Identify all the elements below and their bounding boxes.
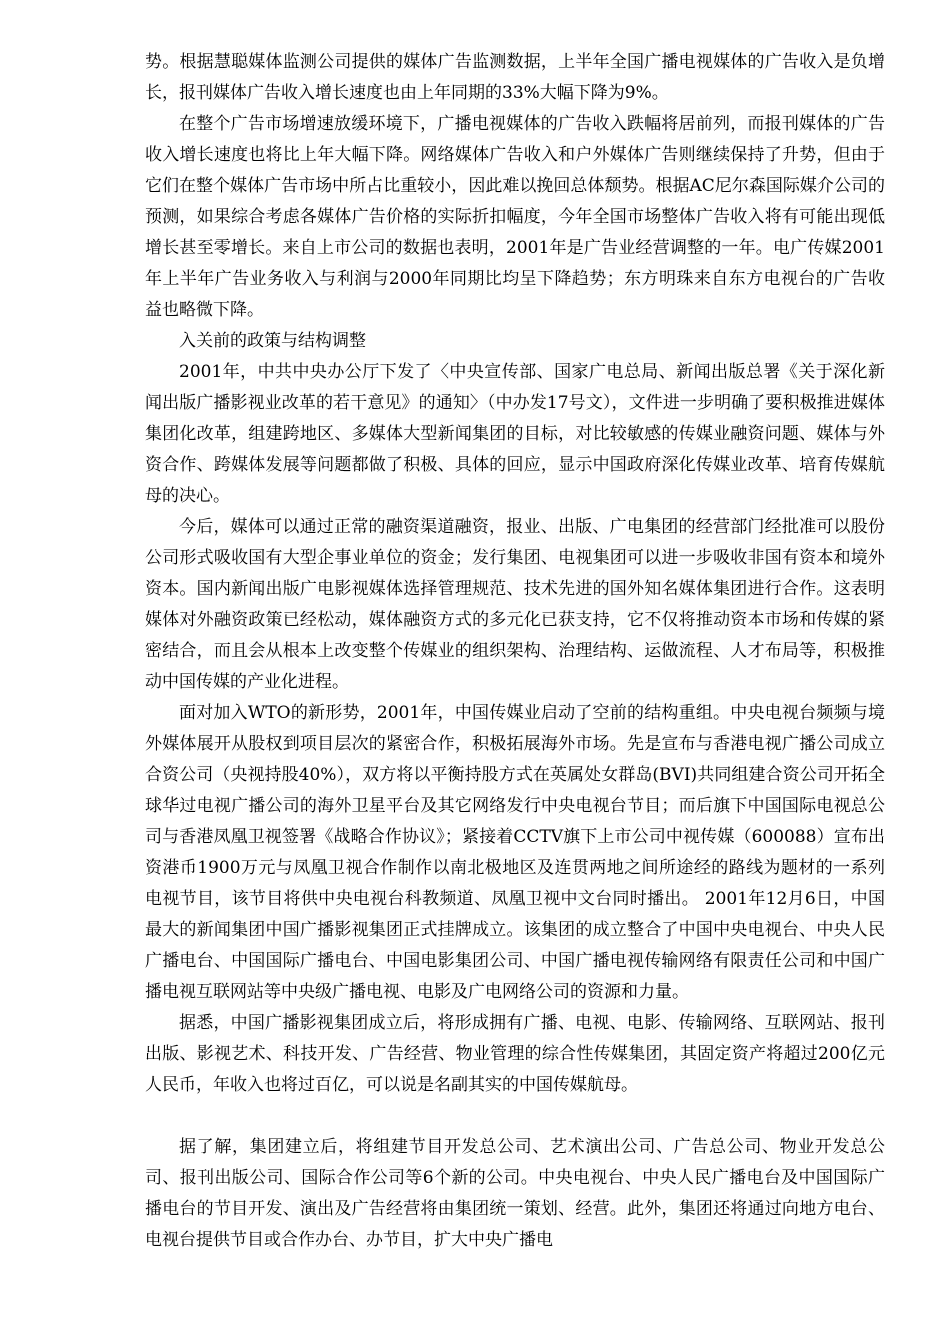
- paragraph-group-plan: 据了解，集团建立后，将组建节目开发总公司、艺术演出公司、广告总公司、物业开发总公司、报刊出版公司、国际合作公司等6个新的公司。中央电视台、中央人民广播电台及中国国际广播电台的节目开发、演出及广告经营将由集团统一策划、经营。此外，集团还将通过向地方电台、电视台提供节目或合作办台、办节目，扩大中央广播电: [145, 1137, 885, 1250]
- paragraph-policy: 2001年，中共中央办公厅下发了〈中央宣传部、国家广电总局、新闻出版总署《关于深化新闻出版广播影视业改革的若干意见》的通知〉（中办发17号文），文件进一步明确了要积极推进媒体集团化改革，组建跨地区、多媒体大型新闻集团的目标，对比较敏感的传媒业融资问题、媒体与外资合作、跨媒体发展等问题都做了积极、具体的回应，显示中国政府深化传媒业改革、培育传媒航母的决心。: [145, 362, 885, 506]
- section-heading: 入关前的政策与结构调整: [179, 331, 366, 351]
- paragraph-media-group: 据悉，中国广播影视集团成立后，将形成拥有广播、电视、电影、传输网络、互联网站、报刊出版、影视艺术、科技开发、广告经营、物业管理的综合性传媒集团，其固定资产将超过200亿元人民币，年收入也将过百亿，可以说是名副其实的中国传媒航母。: [145, 1013, 885, 1095]
- document-page: [145, 47, 885, 1256]
- paragraph-wto: 面对加入WTO的新形势，2001年，中国传媒业启动了空前的结构重组。中央电视台频频与境外媒体展开从股权到项目层次的紧密合作，积极拓展海外市场。先是宣布与香港电视广播公司成立合资公司（央视持股40%），双方将以平衡持股方式在英属处女群岛(BVI)共同组建合资公司开拓全球华过电视广播公司的海外卫星平台及其它网络发行中央电视台节目；而后旗下中国国际电视总公司与香港凤凰卫视签署《战略合作协议》；紧接着CCTV旗下上市公司中视传媒（600088）宣布出资港币1900万元与凤凰卫视合作制作以南北极地区及连贯两地之间所途经的路线为题材的一系列电视节目，该节目将供中央电视台科教频道、凤凰卫视中文台同时播出。 2001年12月6日，中国最大的新闻集团中国广播影视集团正式挂牌成立。该集团的成立整合了中国中央电视台、中央人民广播电台、中国国际广播电台、中国电影集团公司、中国广播电视传输网络有限责任公司和中国广播电视互联网站等中央级广播电视、电影及广电网络公司的资源和力量。: [145, 703, 885, 1002]
- paragraph-financing: 今后，媒体可以通过正常的融资渠道融资，报业、出版、广电集团的经营部门经批准可以股份公司形式吸收国有大型企事业单位的资金；发行集团、电视集团可以进一步吸收非国有资本和境外资本。国内新闻出版广电影视媒体选择管理规范、技术先进的国外知名媒体集团进行合作。这表明媒体对外融资政策已经松动，媒体融资方式的多元化已获支持，它不仅将推动资本市场和传媒的紧密结合，而且会从根本上改变整个传媒业的组织架构、治理结构、运做流程、人才布局等，积极推动中国传媒的产业化进程。: [145, 517, 885, 692]
- paragraph-continued: 势。根据慧聪媒体监测公司提供的媒体广告监测数据，上半年全国广播电视媒体的广告收入是负增长，报刊媒体广告收入增长速度也由上年同期的33%大幅下降为9%。: [145, 52, 885, 103]
- paragraph-ad-market: 在整个广告市场增速放缓环境下，广播电视媒体的广告收入跌幅将居前列，而报刊媒体的广告收入增长速度也将比上年大幅下降。网络媒体广告收入和户外媒体广告则继续保持了升势，但由于它们在整个媒体广告市场中所占比重较小，因此难以挽回总体颓势。根据AC尼尔森国际媒介公司的预测，如果综合考虑各媒体广告价格的实际折扣幅度，今年全国市场整体广告收入将有可能出现低增长甚至零增长。来自上市公司的数据也表明，2001年是广告业经营调整的一年。电广传媒2001年上半年广告业务收入与利润与2000年同期比均呈下降趋势；东方明珠来自东方电视台的广告收益也略微下降。: [145, 114, 885, 320]
- paragraph-spacer: [145, 1101, 885, 1132]
